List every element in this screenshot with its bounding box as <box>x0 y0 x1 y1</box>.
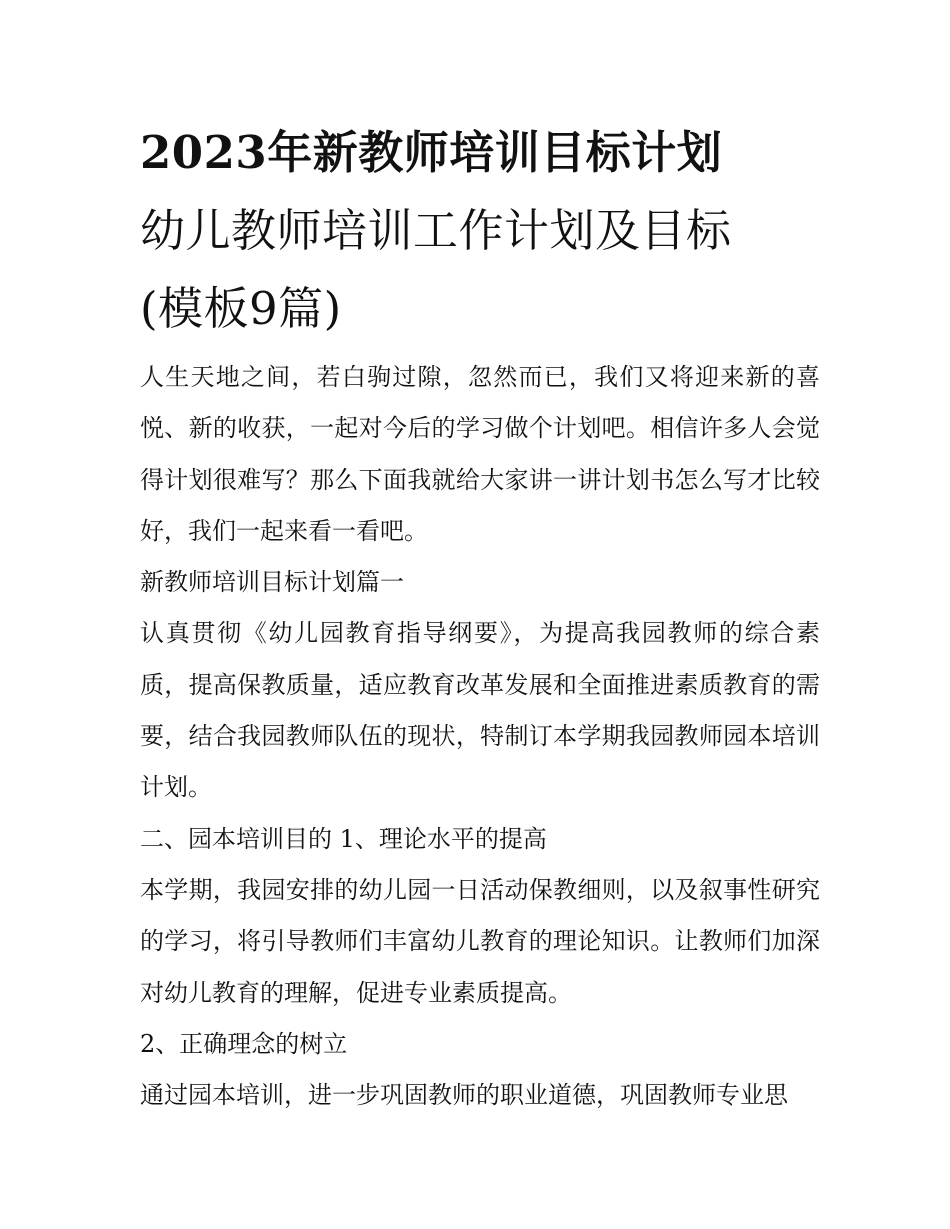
title-line-1-text: 2023年新教师培训目标计划 <box>140 126 723 179</box>
title-line-2: 幼儿教师培训工作计划及目标 <box>140 204 732 257</box>
title-line-3: (模板9篇) <box>140 282 342 335</box>
section-heading-2: 二、园本培训目的 1、理论水平的提高 <box>140 824 547 853</box>
body-paragraph-1: 认真贯彻《幼儿园教育指导纲要》，为提高我园教师的综合素质，提高保教质量，适应教育改革发展和全面推进素质教育的需要，结合我园教师队伍的现状，特制订本学期我园教师园本培训计划。 <box>140 619 820 802</box>
document-body <box>140 352 820 1121</box>
title-line-1 <box>140 114 830 192</box>
document-title <box>140 114 830 348</box>
body-paragraph-3: 通过园本培训，进一步巩固教师的职业道德，巩固教师专业思 <box>140 1081 788 1110</box>
body-paragraph-2: 本学期，我园安排的幼儿园一日活动保教细则，以及叙事性研究的学习，将引导教师们丰富幼儿教育的理论知识。让教师们加深对幼儿教育的理解，促进专业素质提高。 <box>140 875 820 1007</box>
intro-paragraph: 人生天地之间，若白驹过隙，忽然而已，我们又将迎来新的喜悦、新的收获，一起对今后的学习做个计划吧。相信许多人会觉得计划很难写？那么下面我就给大家讲一讲计划书怎么写才比较好，我们一起来看一看吧。 <box>140 363 820 545</box>
section-heading-3: 2、正确理念的树立 <box>140 1029 348 1058</box>
section-heading-1: 新教师培训目标计划篇一 <box>140 568 404 597</box>
